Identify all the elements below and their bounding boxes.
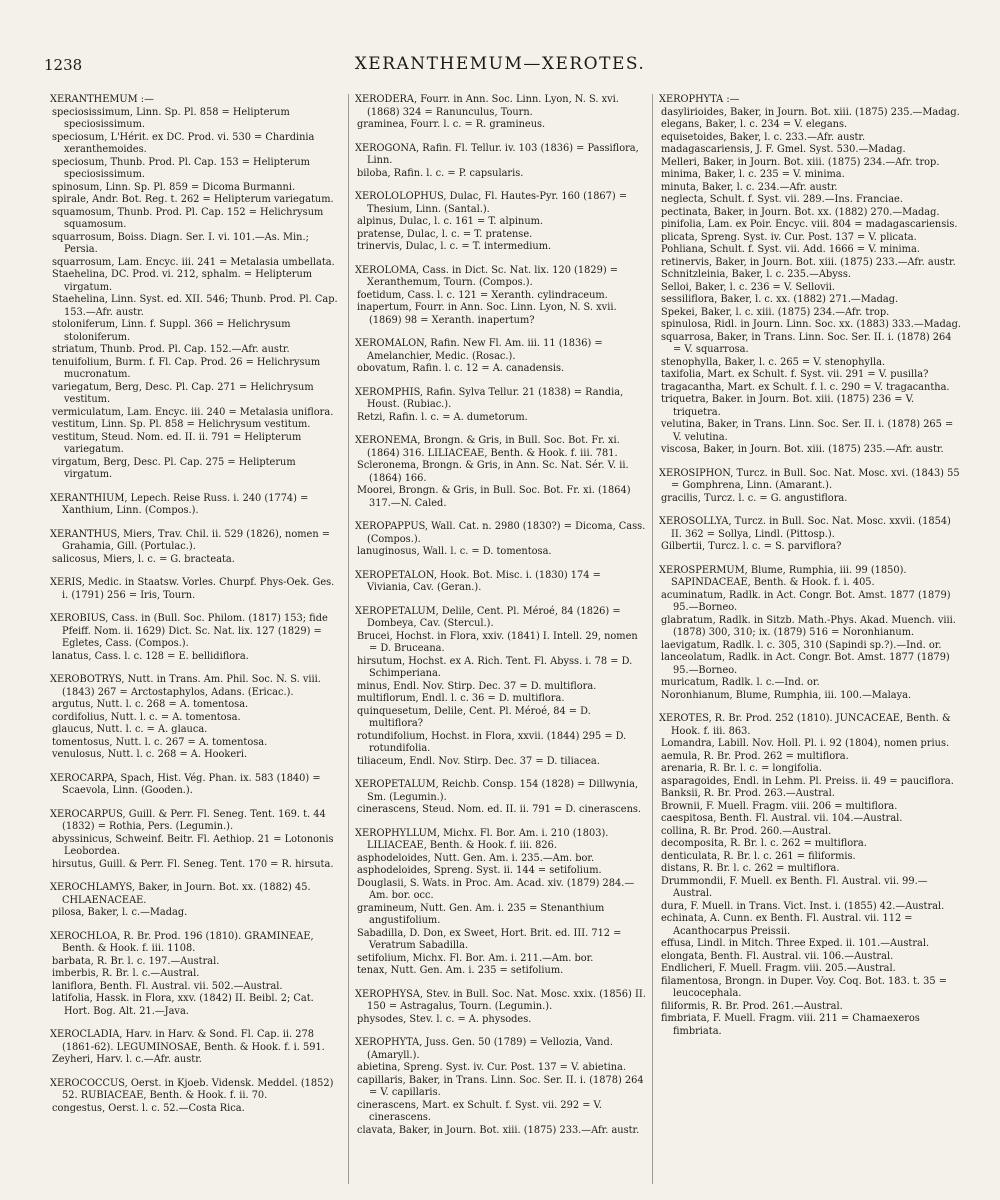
species-line: argutus, Nutt. l. c. 268 = A. tomentosa. bbox=[52, 699, 249, 710]
species-line: minus, Endl. Nov. Stirp. Dec. 37 = D. multiflora. bbox=[357, 680, 597, 692]
species-line: muricatum, Radlk. l. c.—Ind. or. bbox=[661, 677, 820, 688]
species-line: Banksii, R. Br. Prod. 263.—Austral. bbox=[661, 788, 835, 799]
species-line: hirsutum, Hochst. ex A. Rich. Tent. Fl. Abyss. i. 78 = D. Schimperiana. bbox=[357, 655, 633, 679]
species-line: Noronhianum, Blume, Rumphia, iii. 100.—Malaya. bbox=[661, 689, 912, 701]
species-line: lanatus, Cass. l. c. 128 = E. bellidiflora. bbox=[52, 650, 249, 662]
species-line: hirsutus, Guill. & Perr. Fl. Seneg. Tent. 170 = R. hirsuta. bbox=[52, 858, 334, 870]
species-line: squarrosa, Baker, in Trans. Linn. Soc. Ser. II. i. (1878) 264 = V. squarrosa. bbox=[661, 331, 952, 355]
species-line: tomentosus, Nutt. l. c. 267 = A. tomentosa. bbox=[52, 736, 268, 748]
genus-entry bbox=[355, 521, 646, 559]
species-line: gracilis, Turcz. l. c. = G. angustiflora. bbox=[661, 492, 848, 504]
species-line: denticulata, R. Br. l. c. 261 = filiformis. bbox=[661, 850, 856, 862]
species-line: alpinus, Dulac, l. c. 161 = T. alpinum. bbox=[357, 216, 544, 227]
genus-entry bbox=[50, 577, 342, 602]
genus-heading: XEROTES, R. Br. Prod. 252 (1810). JUNCACEAE, Benth. & Hook. f. iii. 863. bbox=[659, 713, 951, 737]
column-middle bbox=[348, 94, 652, 1184]
genus-heading: XEROPHYTA, Juss. Gen. 50 (1789) = Vellozia, Vand. (Amaryll.). bbox=[355, 1037, 613, 1061]
species-line: cinerascens, Mart. ex Schult. f. Syst. vii. 292 = V. cinerascens. bbox=[357, 1099, 602, 1123]
species-line: dura, F. Muell. in Trans. Vict. Inst. i. (1855) 42.—Austral. bbox=[661, 900, 945, 912]
species-line: multiflorum, Endl. l. c. 36 = D. multiflora. bbox=[357, 693, 565, 704]
species-line: taxifolia, Mart. ex Schult. f. Syst. vii. 291 = V. pusilla? bbox=[661, 369, 929, 380]
genus-heading: XERIS, Medic. in Staatsw. Vorles. Churpf. Phys-Oek. Ges. i. (1791) 256 = Iris, Tourn. bbox=[50, 577, 335, 601]
genus-entry bbox=[50, 931, 342, 1019]
species-line: spirale, Andr. Bot. Reg. t. 262 = Helipterum variegatum. bbox=[52, 194, 334, 205]
species-line: Endlicheri, F. Muell. Fragm. viii. 205.—Austral. bbox=[661, 963, 896, 974]
genus-heading: XEROPHYTA :— bbox=[659, 94, 740, 105]
genus-heading: XEROSPERMUM, Blume, Rumphia, iii. 99 (1850). SAPINDACEAE, Benth. & Hook. f. i. 405. bbox=[659, 564, 907, 588]
species-line: variegatum, Berg, Desc. Pl. Cap. 271 = Helichrysum vestitum. bbox=[52, 381, 314, 405]
species-line: aemula, R. Br. Prod. 262 = multiflora. bbox=[661, 750, 849, 762]
species-line: Moorei, Brongn. & Gris, in Bull. Soc. Bot. Fr. xi. (1864) 317.—N. Caled. bbox=[357, 485, 631, 509]
page-number: 1238 bbox=[44, 56, 83, 74]
genus-heading: XEROMALON, Rafin. New Fl. Am. iii. 11 (1836) = Amelanchier, Medic. (Rosac.). bbox=[355, 338, 603, 362]
genus-entry bbox=[659, 565, 961, 703]
genus-heading: XEROLOLOPHUS, Dulac, Fl. Hautes-Pyr. 160 (1867) = Thesium, Linn. (Santal.). bbox=[355, 191, 628, 215]
species-line: vermiculatum, Lam. Encyc. iii. 240 = Metalasia uniflora. bbox=[52, 406, 334, 418]
species-line: gramineum, Nutt. Gen. Am. i. 235 = Stenanthium angustifolium. bbox=[357, 902, 605, 926]
species-line: glabratum, Radlk. in Sitzb. Math.-Phys. Akad. Muench. viii. (1878) 300, 310; ix. (1879) 516 = Noronhianum. bbox=[661, 614, 956, 638]
species-line: glaucus, Nutt. l. c. = A. glauca. bbox=[52, 724, 208, 735]
species-line: venulosus, Nutt. l. c. 268 = A. Hookeri. bbox=[52, 749, 248, 760]
genus-heading: XERONEMA, Brongn. & Gris, in Bull. Soc. Bot. Fr. xi. (1864) 316. LILIACEAE, Benth. & Hook. f. iii. 781. bbox=[355, 435, 620, 459]
genus-entry bbox=[355, 191, 646, 254]
genus-entry bbox=[355, 435, 646, 510]
genus-entry bbox=[355, 570, 646, 595]
species-line: Douglasii, S. Wats. in Proc. Am. Acad. xiv. (1879) 284.—Am. bor. occ. bbox=[357, 877, 635, 901]
species-line: clavata, Baker, in Journ. Bot. xiii. (1875) 233.—Afr. austr. bbox=[357, 1124, 640, 1136]
genus-entry bbox=[50, 674, 342, 762]
genus-entry bbox=[50, 809, 342, 872]
species-line: fimbriata, F. Muell. Fragm. viii. 211 = Chamaexeros fimbriata. bbox=[661, 1013, 920, 1037]
species-line: elongata, Benth. Fl. Austral. vii. 106.—Austral. bbox=[661, 950, 894, 962]
species-line: Brucei, Hochst. in Flora, xxiv. (1841) I. Intell. 29, nomen = D. Bruceana. bbox=[357, 630, 638, 654]
species-line: tragacantha, Mart. ex Schult. f. l. c. 290 = V. tragacantha. bbox=[661, 381, 950, 393]
species-line: Schnitzleinia, Baker, l. c. 235.—Abyss. bbox=[661, 269, 851, 280]
genus-entry bbox=[355, 265, 646, 328]
species-line: pinifolia, Lam. ex Poir. Encyc. viii. 804 = madagascariensis. bbox=[661, 219, 958, 230]
genus-heading: XEROCLADIA, Harv. in Harv. & Sond. Fl. Cap. ii. 278 (1861-62). LEGUMINOSAE, Benth. & Hook. f. i. 591. bbox=[50, 1029, 325, 1053]
genus-entry bbox=[50, 493, 342, 518]
genus-entry bbox=[355, 387, 646, 425]
genus-entry bbox=[50, 773, 342, 798]
species-line: pectinata, Baker, in Journ. Bot. xx. (1882) 270.—Madag. bbox=[661, 206, 940, 218]
genus-entry bbox=[355, 779, 646, 817]
species-line: stoloniferum, Linn. f. Suppl. 366 = Helichrysum stoloniferum. bbox=[52, 319, 291, 343]
species-line: minima, Baker, l. c. 235 = V. minima. bbox=[661, 169, 845, 180]
genus-entry bbox=[659, 516, 961, 554]
species-line: neglecta, Schult. f. Syst. vii. 289.—Ins. Franciae. bbox=[661, 194, 903, 205]
species-line: elegans, Baker, l. c. 234 = V. elegans. bbox=[661, 119, 848, 130]
species-line: spinosum, Linn. Sp. Pl. 859 = Dicoma Burmanni. bbox=[52, 181, 296, 193]
column-right bbox=[652, 94, 967, 1184]
genus-entry bbox=[50, 94, 342, 482]
species-line: distans, R. Br. l. c. 262 = multiflora. bbox=[661, 863, 840, 874]
genus-heading: XEROBOTRYS, Nutt. in Trans. Am. Phil. Soc. N. S. viii. (1843) 267 = Arctostaphylos, Adans. (Ericac.). bbox=[50, 674, 321, 698]
genus-heading: XEROCARPUS, Guill. & Perr. Fl. Seneg. Tent. 169. t. 44 (1832) = Rothia, Pers. (Legumin.). bbox=[50, 808, 326, 832]
species-line: setifolium, Michx. Fl. Bor. Am. i. 211.—Am. bor. bbox=[357, 952, 594, 964]
species-line: Drummondii, F. Muell. ex Benth. Fl. Austral. vii. 99.—Austral. bbox=[661, 875, 928, 899]
genus-heading: XEROPETALUM, Reichb. Consp. 154 (1828) = Dillwynia, Sm. (Legumin.). bbox=[355, 779, 639, 803]
species-line: madagascariensis, J. F. Gmel. Syst. 530.—Madag. bbox=[661, 144, 906, 155]
genus-entry bbox=[50, 882, 342, 920]
species-line: graminea, Fourr. l. c. = R. gramineus. bbox=[357, 119, 546, 130]
species-line: biloba, Rafin. l. c. = P. capsularis. bbox=[357, 167, 524, 179]
genus-heading: XEROPHYSA, Stev. in Bull. Soc. Nat. Mosc. xxix. (1856) II. 150 = Astragalus, Tourn. (Legumin.). bbox=[355, 988, 646, 1012]
species-line: abietina, Spreng. Syst. iv. Cur. Post. 137 = V. abietina. bbox=[357, 1062, 626, 1073]
column-left bbox=[44, 94, 348, 1184]
species-line: Scleronema, Brongn. & Gris, in Ann. Sc. Nat. Sér. V. ii. (1864) 166. bbox=[357, 460, 629, 484]
species-line: salicosus, Miers, l. c. = G. bracteata. bbox=[52, 553, 235, 565]
species-line: cordifolius, Nutt. l. c. = A. tomentosa. bbox=[52, 711, 241, 723]
species-line: sessiliflora, Baker, l. c. xx. (1882) 271.—Madag. bbox=[661, 294, 899, 305]
genus-entry bbox=[50, 529, 342, 567]
genus-entry bbox=[355, 94, 646, 132]
species-line: congestus, Oerst. l. c. 52.—Costa Rica. bbox=[52, 1102, 245, 1114]
species-line: squamosum, Thunb. Prod. Pl. Cap. 152 = Helichrysum squamosum. bbox=[52, 206, 324, 230]
species-line: acuminatum, Radlk. in Act. Congr. Bot. Amst. 1877 (1879) 95.—Borneo. bbox=[661, 589, 951, 613]
species-line: inapertum, Fourr. in Ann. Soc. Linn. Lyon, N. S. xvii. (1869) 98 = Xeranth. inapertum? bbox=[357, 302, 617, 326]
species-line: Pohliana, Schult. f. Syst. vii. Add. 1666 = V. minima. bbox=[661, 244, 920, 255]
species-line: barbata, R. Br. l. c. 197.—Austral. bbox=[52, 955, 220, 967]
genus-heading: XEROBIUS, Cass. in (Bull. Soc. Philom. (1817) 153; fide Pfeiff. Nom. ii. 1629) Dict. Sc. Nat. lix. 127 (1829) = Egletes, Cass. (Compos.). bbox=[50, 613, 328, 649]
species-line: quinquesetum, Delile, Cent. Pl. Méroé, 84 = D. multiflora? bbox=[357, 705, 591, 729]
genus-heading: XEROCHLOA, R. Br. Prod. 196 (1810). GRAMINEAE, Benth. & Hook. f. iii. 1108. bbox=[50, 930, 314, 954]
species-line: abyssinicus, Schweinf. Beitr. Fl. Aethiop. 21 = Lotononis Leobordea. bbox=[52, 833, 334, 857]
genus-heading: XEROPHYLLUM, Michx. Fl. Bor. Am. i. 210 (1803). LILIACEAE, Benth. & Hook. f. iii. 826. bbox=[355, 827, 609, 851]
species-line: triquetra, Baker. in Journ. Bot. xiii. (1875) 236 = V. triquetra. bbox=[661, 394, 915, 418]
species-line: asphodeloides, Spreng. Syst. ii. 144 = setifolium. bbox=[357, 865, 602, 876]
genus-entry bbox=[50, 1029, 342, 1067]
species-line: latifolia, Hassk. in Flora, xxv. (1842) II. Beibl. 2; Cat. Hort. Bog. Alt. 21.—Java. bbox=[52, 993, 314, 1017]
species-line: arenaria, R. Br. l. c. = longifolia. bbox=[661, 763, 822, 774]
genus-heading: XEROSOLLYA, Turcz. in Bull. Soc. Nat. Mosc. xxvii. (1854) II. 362 = Sollya, Lindl. (Pittosp.). bbox=[659, 516, 951, 540]
species-line: virgatum, Berg, Desc. Pl. Cap. 275 = Helipterum virgatum. bbox=[52, 456, 296, 480]
genus-heading: XEROCARPA, Spach, Hist. Vég. Phan. ix. 583 (1840) = Scaevola, Linn. (Gooden.). bbox=[50, 772, 321, 796]
species-line: echinata, A. Cunn. ex Benth. Fl. Austral. vii. 112 = Acanthocarpus Preissii. bbox=[661, 913, 913, 937]
genus-entry bbox=[355, 828, 646, 978]
species-line: spinulosa, Ridl. in Journ. Linn. Soc. xx. (1883) 333.—Madag. bbox=[661, 319, 961, 330]
species-line: Staehelina, Linn. Syst. ed. XII. 546; Thunb. Prod. Pl. Cap. 153.—Afr. austr. bbox=[52, 294, 338, 318]
species-line: decomposita, R. Br. l. c. 262 = multiflora. bbox=[661, 838, 867, 849]
species-line: Lomandra, Labill. Nov. Holl. Pl. i. 92 (1804), nomen prius. bbox=[661, 738, 950, 749]
genus-heading: XERODERA, Fourr. in Ann. Soc. Linn. Lyon, N. S. xvi. (1868) 324 = Ranunculus, Tourn. bbox=[355, 94, 619, 118]
species-line: tenax, Nutt. Gen. Am. i. 235 = setifolium. bbox=[357, 965, 564, 976]
species-line: vestitum, Steud. Nom. ed. II. ii. 791 = Helipterum variegatum. bbox=[52, 431, 302, 455]
species-line: equisetoides, Baker, l. c. 233.—Afr. austr. bbox=[661, 131, 866, 143]
genus-heading: XEROPETALUM, Delile, Cent. Pl. Méroé, 84 (1826) = Dombeya, Cav. (Stercul.). bbox=[355, 605, 621, 629]
species-line: velutina, Baker, in Trans. Linn. Soc. Ser. II. i. (1878) 265 = V. velutina. bbox=[661, 419, 954, 443]
species-line: squarrosum, Boiss. Diagn. Ser. I. vi. 101.—As. Min.; Persia. bbox=[52, 231, 309, 255]
species-line: rotundifolium, Hochst. in Flora, xxvii. (1844) 295 = D. rotundifolia. bbox=[357, 730, 627, 754]
species-line: speciosum, L'Hérit. ex DC. Prod. vi. 530 = Chardinia xeranthemoides. bbox=[52, 131, 315, 155]
genus-entry bbox=[355, 606, 646, 769]
running-title: XERANTHEMUM—XEROTES. bbox=[354, 54, 646, 74]
species-line: stenophylla, Baker, l. c. 265 = V. stenophylla. bbox=[661, 356, 886, 368]
species-line: laevigatum, Radlk. l. c. 305, 310 (Sapindi sp.?).—Ind. or. bbox=[661, 639, 942, 651]
species-line: Staehelina, DC. Prod. vi. 212, sphalm. = Helipterum virgatum. bbox=[52, 269, 313, 293]
genus-entry bbox=[50, 613, 342, 663]
species-line: Melleri, Baker, in Journ. Bot. xiii. (1875) 234.—Afr. trop. bbox=[661, 156, 940, 168]
species-line: speciosum, Thunb. Prod. Pl. Cap. 153 = Helipterum speciosissimum. bbox=[52, 156, 310, 180]
genus-entry bbox=[50, 1078, 342, 1116]
species-line: Spekei, Baker, l. c. xiii. (1875) 234.—Afr. trop. bbox=[661, 306, 890, 318]
genus-heading: XEROPAPPUS, Wall. Cat. n. 2980 (1830?) = Dicoma, Cass. (Compos.). bbox=[355, 521, 646, 545]
species-line: trinervis, Dulac, l. c. = T. intermedium. bbox=[357, 241, 552, 252]
species-line: lanceolatum, Radlk. in Act. Congr. Bot. Amst. 1877 (1879) 95.—Borneo. bbox=[661, 652, 950, 676]
species-line: lanuginosus, Wall. l. c. = D. tomentosa. bbox=[357, 546, 552, 557]
species-line: pilosa, Baker, l. c.—Madag. bbox=[52, 907, 188, 918]
species-line: Gilbertii, Turcz. l. c. = S. parviflora? bbox=[661, 541, 842, 552]
species-line: physodes, Stev. l. c. = A. physodes. bbox=[357, 1013, 532, 1025]
genus-entry bbox=[355, 338, 646, 376]
species-line: tenuifolium, Burm. f. Fl. Cap. Prod. 26 = Helichrysum mucronatum. bbox=[52, 356, 321, 380]
genus-heading: XEROGONA, Rafin. Fl. Tellur. iv. 103 (1836) = Passiflora, Linn. bbox=[355, 142, 639, 166]
genus-heading: XEROPETALON, Hook. Bot. Misc. i. (1830) 174 = Viviania, Cav. (Geran.). bbox=[355, 569, 601, 593]
species-line: capillaris, Baker, in Trans. Linn. Soc. Ser. II. i. (1878) 264 = V. capillaris. bbox=[357, 1074, 644, 1098]
genus-entry bbox=[355, 989, 646, 1027]
species-line: vestitum, Linn. Sp. Pl. 858 = Helichrysum vestitum. bbox=[52, 419, 311, 430]
species-line: Brownii, F. Muell. Fragm. viii. 206 = multiflora. bbox=[661, 800, 898, 812]
species-line: tiliaceum, Endl. Nov. Stirp. Dec. 37 = D. tiliacea. bbox=[357, 755, 600, 767]
species-line: speciosissimum, Linn. Sp. Pl. 858 = Helipterum speciosissimum. bbox=[52, 106, 290, 130]
species-line: Retzi, Rafin. l. c. = A. dumetorum. bbox=[357, 411, 528, 423]
species-line: collina, R. Br. Prod. 260.—Austral. bbox=[661, 825, 832, 837]
genus-heading: XEROSIPHON, Turcz. in Bull. Soc. Nat. Mosc. xvi. (1843) 55 = Gomphrena, Linn. (Amarant.). bbox=[659, 467, 960, 491]
species-line: viscosa, Baker, in Journ. Bot. xiii. (1875) 235.—Afr. austr. bbox=[661, 444, 944, 455]
species-line: plicata, Spreng. Syst. iv. Cur. Post. 137 = V. plicata. bbox=[661, 231, 917, 243]
species-line: striatum, Thunb. Prod. Pl. Cap. 152.—Afr. austr. bbox=[52, 344, 290, 355]
species-line: caespitosa, Benth. Fl. Austral. vii. 104.—Austral. bbox=[661, 813, 903, 824]
genus-entry bbox=[355, 1037, 646, 1137]
species-line: dasylirioides, Baker, in Journ. Bot. xiii. (1875) 235.—Madag. bbox=[661, 106, 960, 118]
species-line: pratense, Dulac, l. c. = T. pratense. bbox=[357, 228, 533, 240]
species-line: asphodeloides, Nutt. Gen. Am. i. 235.—Am. bor. bbox=[357, 852, 595, 864]
dictionary-columns bbox=[44, 94, 967, 1184]
species-line: cinerascens, Steud. Nom. ed. II. ii. 791 = D. cinerascens. bbox=[357, 804, 642, 815]
species-line: foetidum, Cass. l. c. 121 = Xeranth. cylindraceum. bbox=[357, 289, 608, 301]
species-line: laniflora, Benth. Fl. Austral. vii. 502.—Austral. bbox=[52, 980, 283, 992]
genus-entry bbox=[355, 143, 646, 181]
species-line: Selloi, Baker, l. c. 236 = V. Sellovii. bbox=[661, 281, 836, 293]
species-line: retinervis, Baker, in Journ. Bot. xiii. (1875) 233.—Afr. austr. bbox=[661, 256, 956, 268]
genus-heading: XEROCOCCUS, Oerst. in Kjoeb. Vidensk. Meddel. (1852) 52. RUBIACEAE, Benth. & Hook. f. ii. 70. bbox=[50, 1077, 334, 1101]
genus-heading: XERANTHIUM, Lepech. Reise Russ. i. 240 (1774) = Xanthium, Linn. (Compos.). bbox=[50, 492, 309, 516]
genus-heading: XEROLOMA, Cass. in Dict. Sc. Nat. lix. 120 (1829) = Xeranthemum, Tourn. (Compos.). bbox=[355, 264, 618, 288]
species-line: filiformis, R. Br. Prod. 261.—Austral. bbox=[661, 1000, 843, 1012]
genus-entry bbox=[659, 468, 961, 506]
species-line: filamentosa, Brongn. in Duper. Voy. Coq. Bot. 183. t. 35 = leucocephala. bbox=[661, 975, 947, 999]
species-line: minuta, Baker, l. c. 234.—Afr. austr. bbox=[661, 181, 838, 193]
genus-entry bbox=[659, 94, 961, 457]
species-line: Zeyheri, Harv. l. c.—Afr. austr. bbox=[52, 1054, 202, 1065]
genus-entry bbox=[659, 713, 961, 1038]
genus-heading: XEROMPHIS, Rafin. Sylva Tellur. 21 (1838) = Randia, Houst. (Rubiac.). bbox=[355, 386, 624, 410]
genus-heading: XERANTHEMUM :— bbox=[50, 94, 154, 105]
genus-heading: XERANTHUS, Miers, Trav. Chil. ii. 529 (1826), nomen = Grahamia, Gill. (Portulac.). bbox=[50, 528, 330, 552]
species-line: Sabadilla, D. Don, ex Sweet, Hort. Brit. ed. III. 712 = Veratrum Sabadilla. bbox=[357, 927, 622, 951]
species-line: imberbis, R. Br. l. c.—Austral. bbox=[52, 968, 200, 979]
species-line: effusa, Lindl. in Mitch. Three Exped. ii. 101.—Austral. bbox=[661, 938, 930, 949]
species-line: obovatum, Rafin. l. c. 12 = A. canadensis. bbox=[357, 363, 565, 374]
species-line: asparagoides, Endl. in Lehm. Pl. Preiss. ii. 49 = pauciflora. bbox=[661, 775, 954, 787]
species-line: squarrosum, Lam. Encyc. iii. 241 = Metalasia umbellata. bbox=[52, 256, 335, 268]
genus-heading: XEROCHLAMYS, Baker, in Journ. Bot. xx. (1882) 45. CHLAENACEAE. bbox=[50, 882, 311, 906]
